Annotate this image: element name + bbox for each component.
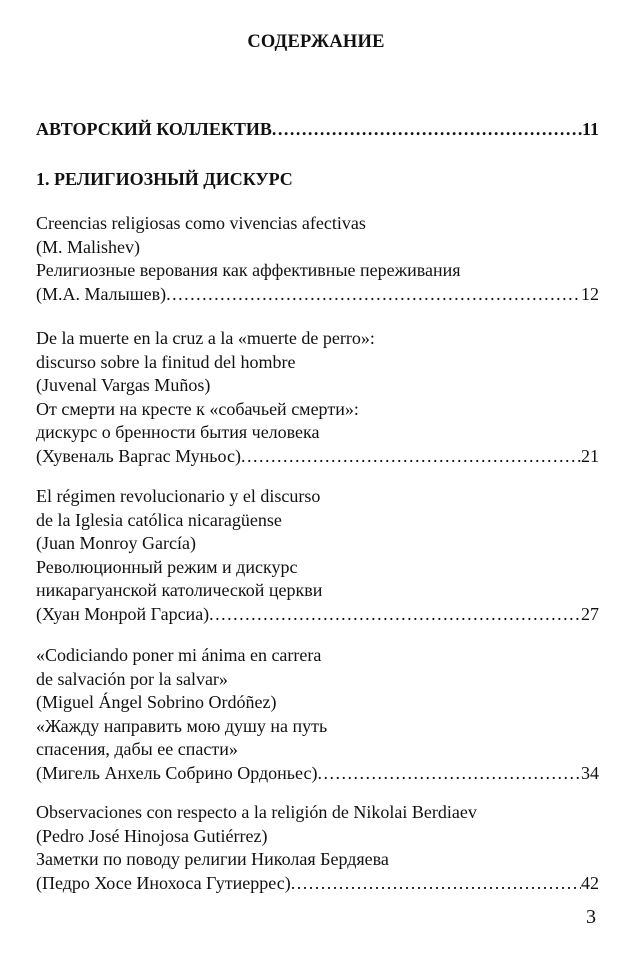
toc-page-number: 27 <box>581 603 599 624</box>
toc-entry <box>36 644 599 785</box>
page-number: 3 <box>586 906 596 928</box>
entry-line: (Juan Monroy García) <box>36 533 196 553</box>
entry-line: «Жажду направить мою душу на путь <box>36 715 328 736</box>
toc-page-number: 21 <box>581 445 599 466</box>
entry-author: (Педро Хосе Инохоса Гутиеррес) <box>36 872 291 893</box>
dot-leader <box>241 445 581 469</box>
entry-line: (Pedro José Hinojosa Gutiérrez) <box>36 825 268 846</box>
toc-entry <box>36 801 599 895</box>
entry-author: (Хуан Монрой Гарсиа) <box>36 603 210 624</box>
entry-line: discurso sobre la finitud del hombre <box>36 351 296 372</box>
entry-line: Observaciones con respecto a la religión de Nikolai Berdiaev <box>36 802 477 822</box>
entry-author: (Мигель Анхель Собрино Ордоньес) <box>36 762 318 783</box>
entry-line: Заметки по поводу религии Николая Бердяева <box>36 849 389 869</box>
entry-line: de la Iglesia católica nicaragüense <box>36 509 282 530</box>
entry-line: de salvación por la salvar» <box>36 668 228 689</box>
entry-line: Религиозные верования как аффективные переживания <box>36 260 461 280</box>
page-title: СОДЕРЖАНИЕ <box>247 32 385 52</box>
entry-author: (Хувеналь Варгас Муньос) <box>36 445 241 466</box>
dot-leader <box>166 283 581 307</box>
entry-line: От смерти на кресте к «собачьей смерти»: <box>36 398 359 419</box>
entry-line: (M. Malishev) <box>36 236 140 257</box>
entry-line: Creencias religiosas como vivencias afectivas <box>36 213 366 233</box>
toc-entry <box>36 485 599 626</box>
dot-leader <box>317 762 581 786</box>
toc-page-number: 12 <box>581 283 599 304</box>
section-heading: 1. РЕЛИГИОЗНЫЙ ДИСКУРС <box>36 169 293 189</box>
toc-page-number: 34 <box>581 762 599 783</box>
entry-line: (Juvenal Vargas Muños) <box>36 375 211 395</box>
entry-line: (Miguel Ángel Sobrino Ordóñez) <box>36 692 277 712</box>
toc-authors-entry <box>36 118 599 142</box>
toc-authors-label: АВТОРСКИЙ КОЛЛЕКТИВ <box>36 119 272 139</box>
entry-line: спасения, дабы ее спасти» <box>36 739 238 759</box>
dot-leader <box>291 872 581 896</box>
entry-line: Революционный режим и дискурс <box>36 556 298 577</box>
entry-line: дискурс о бренности бытия человека <box>36 422 320 442</box>
toc-page-number: 11 <box>581 119 599 139</box>
dot-leader <box>272 118 582 142</box>
entry-line: никарагуанской католической церкви <box>36 580 323 600</box>
entry-author: (М.А. Малышев) <box>36 283 167 304</box>
toc-entry <box>36 212 599 306</box>
entry-line: «Codiciando poner mi ánima en carrera <box>36 645 322 665</box>
toc-page-number: 42 <box>581 872 599 893</box>
entry-line: De la muerte en la cruz a la «muerte de perro»: <box>36 328 375 348</box>
entry-line: El régimen revolucionario y el discurso <box>36 486 321 506</box>
dot-leader <box>209 603 581 627</box>
section-heading-wrap <box>36 168 599 192</box>
toc-entry <box>36 327 599 468</box>
